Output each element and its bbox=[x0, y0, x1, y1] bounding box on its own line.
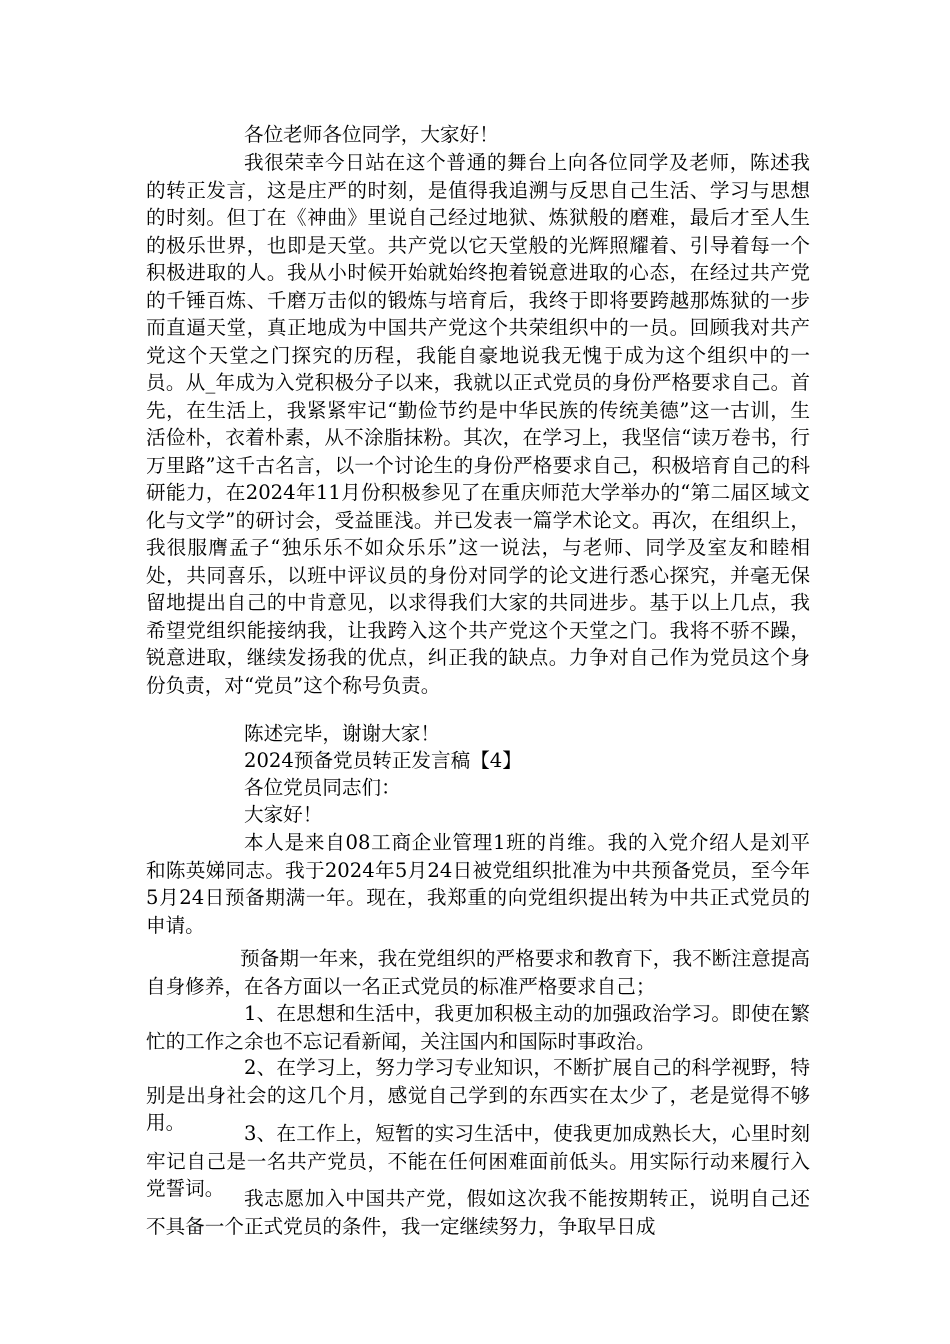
greeting-line-2: 大家好！ bbox=[244, 803, 323, 826]
probation-paragraph: 预备期一年来，我在党组织的严格要求和教育下，我不断注意提高自身修养，在各方面以一名正式党员的标准严格要求自己； bbox=[146, 947, 810, 998]
list-item-work: 3、在工作上，短暂的实习生活中，使我更加成熟长大，心里时刻牢记自己是一名共产党员，不能在任何困难面前低头。用实际行动来履行入党誓词。 bbox=[146, 1122, 810, 1200]
list-item-politics: 1、在思想和生活中，我更加积极主动的加强政治学习。即使在繁忙的工作之余也不忘记看新闻，关注国内和国际时事政治。 bbox=[146, 1002, 810, 1053]
greeting-line: 各位老师各位同学，大家好！ bbox=[244, 123, 499, 146]
list-item-study: 2、在学习上，努力学习专业知识，不断扩展自己的科学视野，特别是出身社会的这几个月，感觉自己学到的东西实在太少了，老是觉得不够用。 bbox=[146, 1056, 810, 1134]
closing-line: 陈述完毕，谢谢大家！ bbox=[244, 722, 440, 745]
intro-paragraph: 本人是来自08工商企业管理1班的肖维。我的入党介绍人是刘平和陈英娣同志。我于2024年5月24日被党组织批准为中共预备党员，至今年5月24日预备期满一年。现在，我郑重的向党组织提出转为中共正式党员的申请。 bbox=[146, 831, 810, 937]
salutation-line: 各位党员同志们： bbox=[244, 776, 401, 799]
final-paragraph: 我志愿加入中国共产党，假如这次我不能按期转正，说明自己还不具备一个正式党员的条件，我一定继续努力，争取早日成 bbox=[146, 1187, 810, 1238]
section-title: 2024预备党员转正发言稿【4】 bbox=[244, 749, 522, 772]
speech-paragraph: 我很荣幸今日站在这个普通的舞台上向各位同学及老师，陈述我的转正发言，这是庄严的时刻，是值得我追溯与反思自己生活、学习与思想的时刻。但丁在《神曲》里说自己经过地狱、炼狱般的磨难，最后才至人生的极乐世界，也即是天堂。共产党以它天堂般的光辉照耀着、引导着每一个积极进取的人。我从小时候开始就始终抱着锐意进取的心态，在经过共产党的千锤百炼、千磨万击似的锻炼与培育后，我终于即将要跨越那炼狱的一步而直逼天堂，真正地成为中国共产党这个共荣组织中的一员。回顾我对共产党这个天堂之门探究的历程，我能自豪地说我无愧于成为这个组织中的一员。从_年成为入党积极分子以来，我就以正式党员的身份严格要求自己。首先，在生活上，我紧紧牢记“勤俭节约是中华民族的传统美德”这一古训，生活俭朴，衣着朴素，从不涂脂抹粉。其次，在学习上，我坚信“读万卷书，行万里路”这千古名言，以一个讨论生的身份严格要求自己，积极培育自己的科研能力，在2024年11月份积极参见了在重庆师范大学举办的“第二届区域文化与文学”的研讨会，受益匪浅。并已发表一篇学术论文。再次，在组织上，我很服膺孟子“独乐乐不如众乐乐”这一说法，与老师、同学及室友和睦相处，共同喜乐，以班中评议员的身份对同学的论文进行悉心探究，并毫无保留地提出自己的中肯意见，以求得我们大家的共同进步。基于以上几点，我希望党组织能接纳我，让我跨入这个共产党这个天堂之门。我将不骄不躁，锐意进取，继续发扬我的优点，纠正我的缺点。力争对自己作为党员这个身份负责，对“党员”这个称号负责。 bbox=[146, 151, 810, 697]
